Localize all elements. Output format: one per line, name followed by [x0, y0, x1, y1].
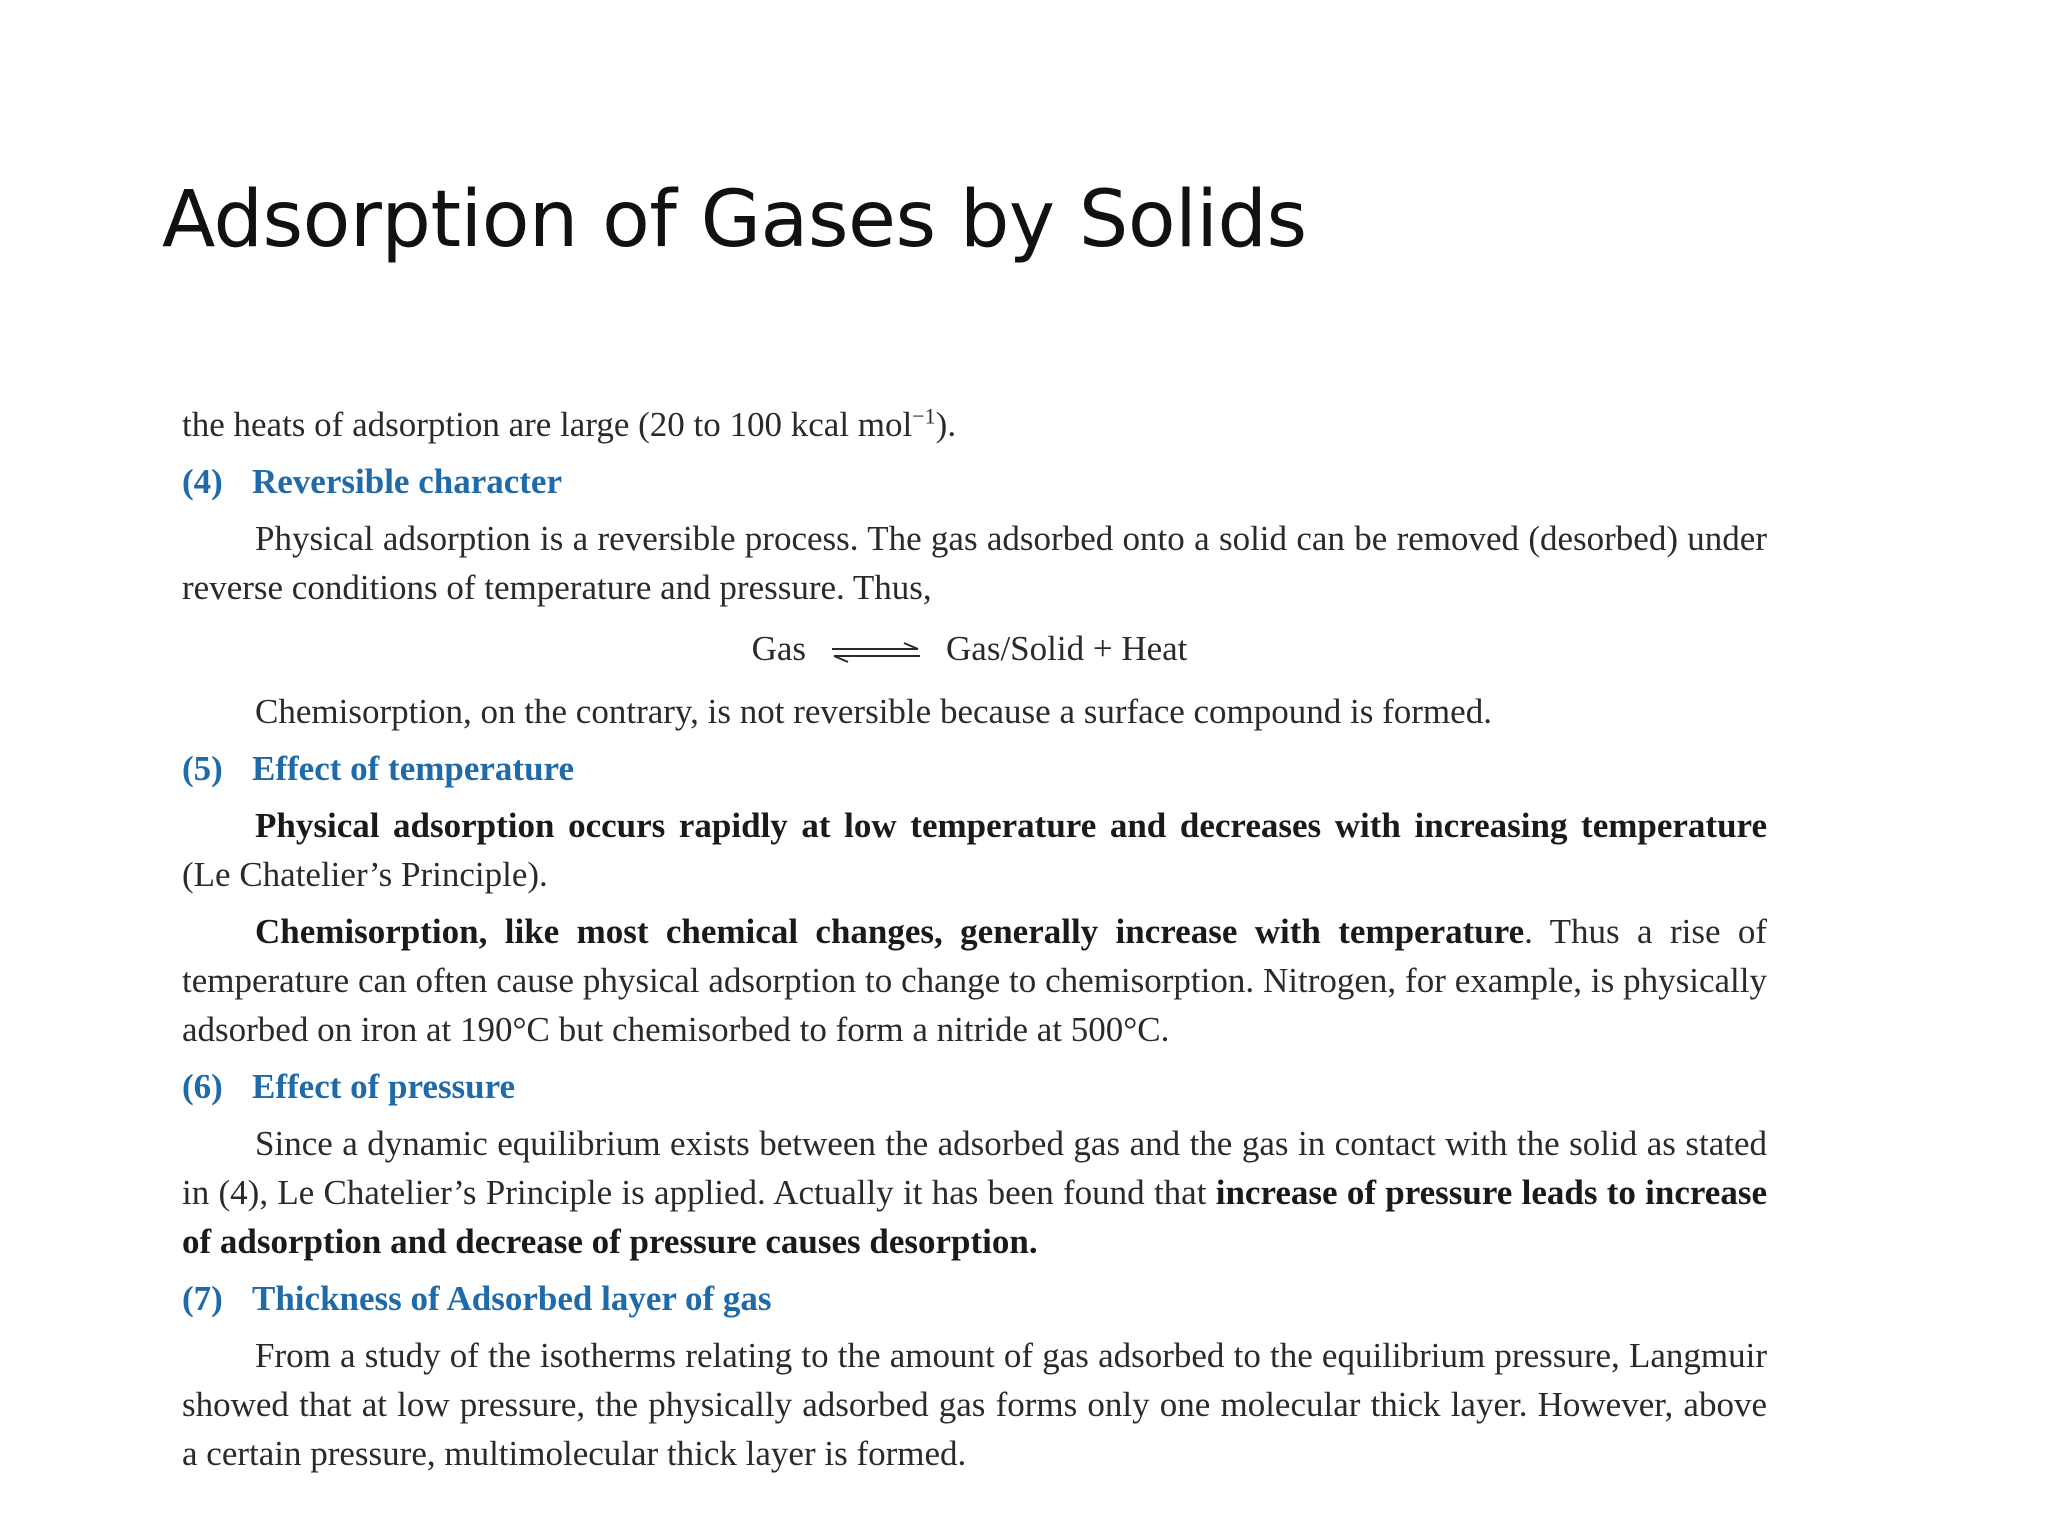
paragraph-pressure-1: Since a dynamic equilibrium exists between the adsorbed gas and the gas in contact with the solid as stated in (4), Le Chatelier’s Principle is applied. Actually it has been found that increase of pressure leads to increase of adsorption and decrease of pressure causes desorption.	[182, 1124, 1767, 1261]
paragraph-temperature-1: Physical adsorption occurs rapidly at low temperature and decreases with increasing temperature (Le Chatelier’s Principle).	[182, 806, 1767, 894]
section-heading-temperature: (5) Effect of temperature	[182, 749, 574, 788]
section-heading-pressure: (6) Effect of pressure	[182, 1067, 516, 1106]
equation-left: Gas	[751, 629, 807, 668]
slide-title: Adsorption of Gases by Solids	[162, 175, 1307, 265]
equilibrium-equation	[182, 624, 1767, 673]
paragraph-temperature-2: Chemisorption, like most chemical changes, generally increase with temperature. Thus a rise of temperature can often cause physical adsorption to change to chemisorption. Nitrogen, for example, is physically adsorbed on iron at 190°C but chemisorbed to form a nitride at 500°C.	[182, 912, 1768, 1049]
textbook-excerpt	[182, 400, 1767, 1478]
equation-right: Gas/Solid + Heat	[946, 629, 1188, 668]
intro-line: the heats of adsorption are large (20 to 100 kcal mol$^{-1}$).	[182, 403, 957, 444]
superscript: −1	[912, 403, 936, 429]
paragraph-reversible-2: Chemisorption, on the contrary, is not reversible because a surface compound is formed.	[255, 692, 1492, 731]
paragraph-thickness-1: From a study of the isotherms relating to the amount of gas adsorbed to the equilibrium pressure, Langmuir showed that at low pressure, the physically adsorbed gas forms only one molecular thick layer. However, above a certain pressure, multimolecular thick layer is formed.	[182, 1336, 1767, 1473]
section-heading-reversible: (4) Reversible character	[182, 462, 562, 501]
equilibrium-arrow-icon	[828, 641, 924, 663]
section-heading-thickness: (7) Thickness of Adsorbed layer of gas	[182, 1279, 772, 1318]
paragraph-reversible-1: Physical adsorption is a reversible process. The gas adsorbed onto a solid can be removed (desorbed) under reverse conditions of temperature and pressure. Thus,	[182, 519, 1767, 607]
